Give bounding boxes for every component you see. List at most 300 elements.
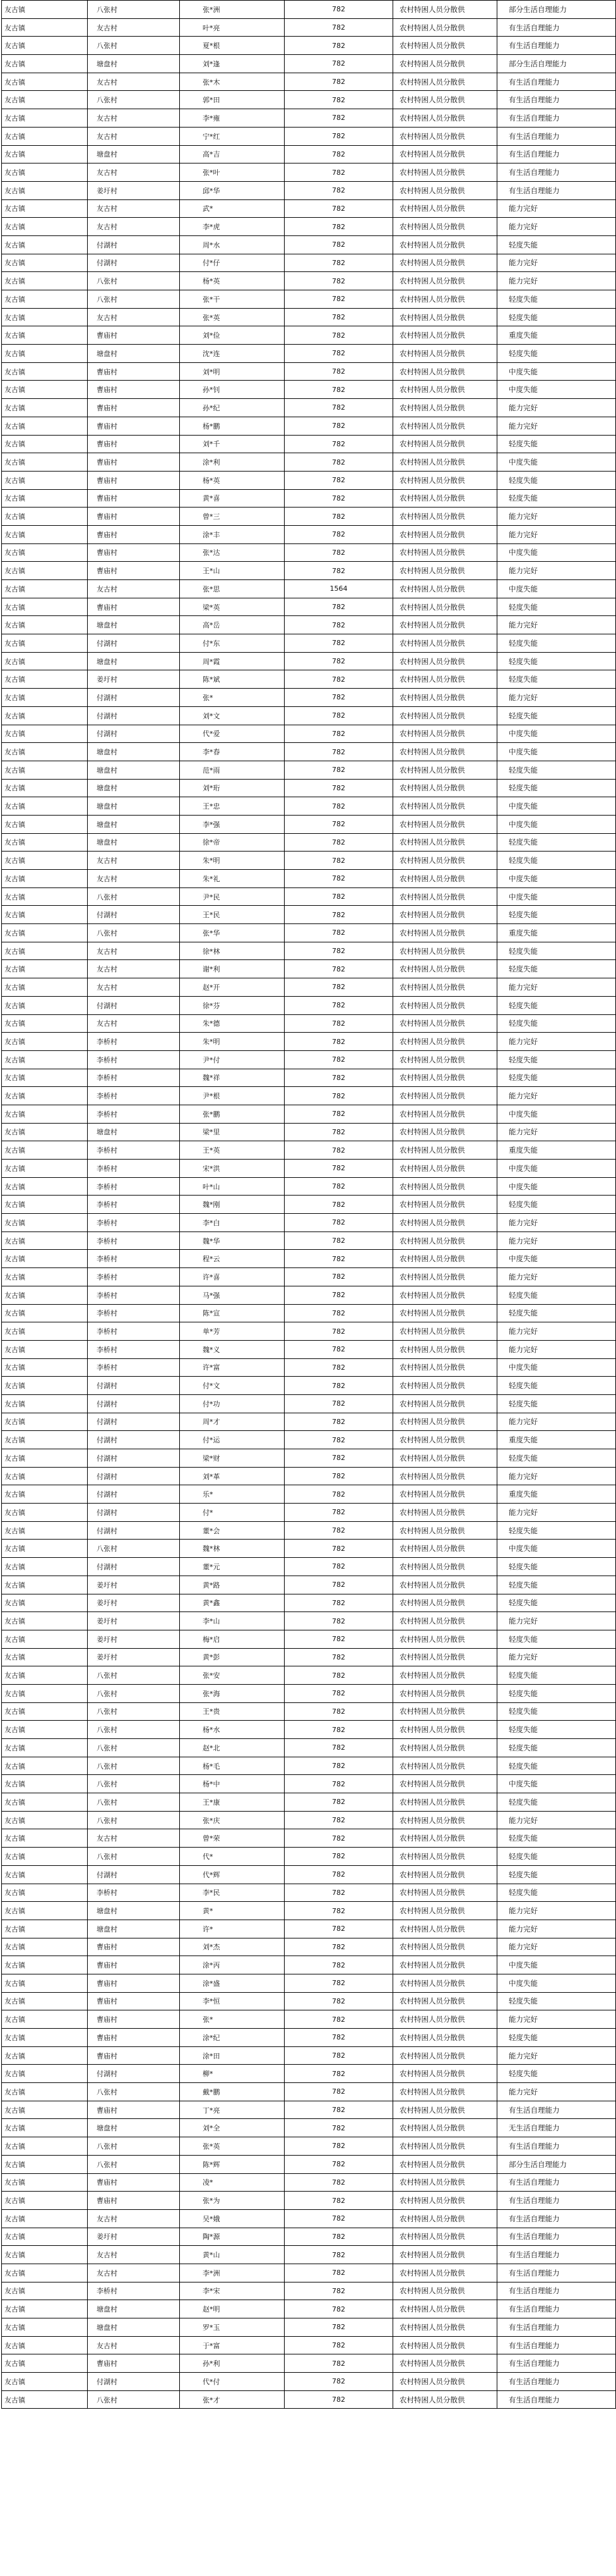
person-name-cell: 张*思 — [180, 580, 285, 598]
table-row — [2, 507, 616, 526]
town-cell: 友古镇 — [2, 978, 88, 997]
person-name-cell: 程*云 — [180, 1250, 285, 1268]
town-cell: 友古镇 — [2, 2083, 88, 2101]
person-name-cell: 周*霞 — [180, 652, 285, 670]
town-cell: 友古镇 — [2, 616, 88, 634]
amount-cell: 782 — [285, 1558, 393, 1576]
support-type-cell: 农村特困人员分散供 — [393, 218, 497, 236]
table-row — [2, 1431, 616, 1449]
person-name-cell: 黄*喜 — [180, 489, 285, 507]
village-cell: 八张村 — [88, 1702, 180, 1721]
village-cell: 曹庙村 — [88, 435, 180, 453]
self-care-level-cell: 中度失能 — [497, 1358, 616, 1377]
village-cell: 曹庙村 — [88, 381, 180, 399]
self-care-level-cell: 能力完好 — [497, 1340, 616, 1358]
table-row — [2, 1123, 616, 1141]
village-cell: 友古村 — [88, 199, 180, 218]
self-care-level-cell: 有生活自理能力 — [497, 127, 616, 145]
person-name-cell: 刘*逢 — [180, 55, 285, 73]
table-row — [2, 2101, 616, 2119]
amount-cell: 782 — [285, 145, 393, 163]
village-cell: 付湖村 — [88, 706, 180, 725]
self-care-level-cell: 轻度失能 — [497, 1286, 616, 1304]
amount-cell: 782 — [285, 2282, 393, 2300]
table-row — [2, 1504, 616, 1522]
amount-cell: 782 — [285, 1504, 393, 1522]
amount-cell: 782 — [285, 815, 393, 833]
person-name-cell: 涂*纪 — [180, 2029, 285, 2047]
village-cell: 塘盘村 — [88, 815, 180, 833]
self-care-level-cell: 轻度失能 — [497, 634, 616, 653]
support-type-cell: 农村特困人员分散供 — [393, 362, 497, 381]
village-cell: 友古村 — [88, 109, 180, 128]
table-row — [2, 1141, 616, 1160]
self-care-level-cell: 中度失能 — [497, 815, 616, 833]
amount-cell: 782 — [285, 779, 393, 797]
table-row — [2, 689, 616, 707]
town-cell: 友古镇 — [2, 272, 88, 290]
support-type-cell: 农村特困人员分散供 — [393, 1974, 497, 1992]
self-care-level-cell: 能力完好 — [497, 1123, 616, 1141]
town-cell: 友古镇 — [2, 1014, 88, 1033]
village-cell: 八张村 — [88, 1684, 180, 1702]
amount-cell: 782 — [285, 1322, 393, 1341]
support-type-cell: 农村特困人员分散供 — [393, 1848, 497, 1866]
support-type-cell: 农村特困人员分散供 — [393, 1630, 497, 1648]
self-care-level-cell: 轻度失能 — [497, 1848, 616, 1866]
amount-cell: 782 — [285, 1684, 393, 1702]
amount-cell: 782 — [285, 1630, 393, 1648]
self-care-level-cell: 轻度失能 — [497, 1884, 616, 1902]
support-type-cell: 农村特困人员分散供 — [393, 2173, 497, 2192]
village-cell: 塘盘村 — [88, 55, 180, 73]
support-type-cell: 农村特困人员分散供 — [393, 1594, 497, 1612]
person-name-cell: 王*忠 — [180, 797, 285, 816]
amount-cell: 782 — [285, 1105, 393, 1123]
support-type-cell: 农村特困人员分散供 — [393, 1214, 497, 1232]
self-care-level-cell: 能力完好 — [497, 1033, 616, 1051]
person-name-cell: 张*海 — [180, 1684, 285, 1702]
amount-cell: 782 — [285, 1739, 393, 1757]
self-care-level-cell: 轻度失能 — [497, 345, 616, 363]
self-care-level-cell: 有生活自理能力 — [497, 2101, 616, 2119]
town-cell: 友古镇 — [2, 218, 88, 236]
support-type-cell: 农村特困人员分散供 — [393, 689, 497, 707]
table-row — [2, 670, 616, 689]
town-cell: 友古镇 — [2, 1286, 88, 1304]
town-cell: 友古镇 — [2, 815, 88, 833]
support-type-cell: 农村特困人员分散供 — [393, 1902, 497, 1920]
table-row — [2, 1702, 616, 1721]
amount-cell: 782 — [285, 2192, 393, 2210]
support-type-cell: 农村特困人员分散供 — [393, 345, 497, 363]
support-type-cell: 农村特困人员分散供 — [393, 471, 497, 489]
table-row — [2, 181, 616, 199]
amount-cell: 782 — [285, 235, 393, 254]
person-name-cell: 孙*钊 — [180, 381, 285, 399]
village-cell: 付湖村 — [88, 996, 180, 1014]
town-cell: 友古镇 — [2, 833, 88, 852]
person-name-cell: 陈*宣 — [180, 1304, 285, 1322]
support-type-cell: 农村特困人员分散供 — [393, 2246, 497, 2264]
amount-cell: 782 — [285, 1160, 393, 1178]
self-care-level-cell: 重度失能 — [497, 1141, 616, 1160]
support-type-cell: 农村特困人员分散供 — [393, 1739, 497, 1757]
support-type-cell: 农村特困人员分散供 — [393, 145, 497, 163]
amount-cell: 782 — [285, 1286, 393, 1304]
person-name-cell: 黄*山 — [180, 2246, 285, 2264]
self-care-level-cell: 能力完好 — [497, 1938, 616, 1956]
person-name-cell: 张*才 — [180, 2390, 285, 2409]
support-type-cell: 农村特困人员分散供 — [393, 290, 497, 309]
person-name-cell: 杨*英 — [180, 272, 285, 290]
village-cell: 塘盘村 — [88, 833, 180, 852]
support-type-cell: 农村特困人员分散供 — [393, 634, 497, 653]
self-care-level-cell: 中度失能 — [497, 1160, 616, 1178]
support-type-cell: 农村特困人员分散供 — [393, 1485, 497, 1504]
self-care-level-cell: 轻度失能 — [497, 652, 616, 670]
amount-cell: 782 — [285, 652, 393, 670]
person-name-cell: 李*雍 — [180, 109, 285, 128]
table-row — [2, 2065, 616, 2083]
village-cell: 姜圩村 — [88, 181, 180, 199]
self-care-level-cell: 中度失能 — [497, 1177, 616, 1196]
self-care-level-cell: 中度失能 — [497, 381, 616, 399]
amount-cell: 782 — [285, 163, 393, 182]
support-type-cell: 农村特困人员分散供 — [393, 1884, 497, 1902]
person-name-cell: 梁*财 — [180, 1449, 285, 1468]
person-name-cell: 范*雨 — [180, 761, 285, 779]
village-cell: 付湖村 — [88, 1865, 180, 1884]
support-type-cell: 农村特困人员分散供 — [393, 254, 497, 272]
self-care-level-cell: 能力完好 — [497, 1322, 616, 1341]
village-cell: 姜圩村 — [88, 1648, 180, 1666]
support-type-cell: 农村特困人员分散供 — [393, 960, 497, 978]
support-type-cell: 农村特困人员分散供 — [393, 1431, 497, 1449]
support-type-cell: 农村特困人员分散供 — [393, 1413, 497, 1431]
village-cell: 李桥村 — [88, 1268, 180, 1286]
support-type-cell: 农村特困人员分散供 — [393, 1105, 497, 1123]
support-type-cell: 农村特困人员分散供 — [393, 1014, 497, 1033]
amount-cell: 782 — [285, 1467, 393, 1485]
person-name-cell: 杨*鹏 — [180, 417, 285, 435]
town-cell: 友古镇 — [2, 1431, 88, 1449]
self-care-level-cell: 中度失能 — [497, 887, 616, 906]
town-cell: 友古镇 — [2, 543, 88, 562]
town-cell: 友古镇 — [2, 1485, 88, 1504]
amount-cell: 782 — [285, 1920, 393, 1938]
table-row — [2, 272, 616, 290]
table-row — [2, 308, 616, 326]
support-type-cell: 农村特困人员分散供 — [393, 2264, 497, 2282]
amount-cell: 782 — [285, 181, 393, 199]
village-cell: 八张村 — [88, 1721, 180, 1739]
table-row — [2, 1521, 616, 1540]
village-cell: 塘盘村 — [88, 761, 180, 779]
table-row — [2, 2354, 616, 2373]
town-cell: 友古镇 — [2, 1558, 88, 1576]
support-type-cell: 农村特困人员分散供 — [393, 1956, 497, 1974]
village-cell: 八张村 — [88, 1775, 180, 1793]
self-care-level-cell: 有生活自理能力 — [497, 2173, 616, 2192]
support-type-cell: 农村特困人员分散供 — [393, 996, 497, 1014]
town-cell: 友古镇 — [2, 1232, 88, 1250]
self-care-level-cell: 中度失能 — [497, 580, 616, 598]
town-cell: 友古镇 — [2, 1160, 88, 1178]
town-cell: 友古镇 — [2, 2010, 88, 2029]
self-care-level-cell: 能力完好 — [497, 199, 616, 218]
self-care-level-cell: 有生活自理能力 — [497, 109, 616, 128]
amount-cell: 782 — [285, 1232, 393, 1250]
town-cell: 友古镇 — [2, 2101, 88, 2119]
person-name-cell: 王*贵 — [180, 1702, 285, 1721]
village-cell: 友古村 — [88, 73, 180, 91]
town-cell: 友古镇 — [2, 580, 88, 598]
person-name-cell: 许* — [180, 1920, 285, 1938]
town-cell: 友古镇 — [2, 1304, 88, 1322]
town-cell: 友古镇 — [2, 761, 88, 779]
person-name-cell: 李*民 — [180, 1884, 285, 1902]
town-cell: 友古镇 — [2, 797, 88, 816]
amount-cell: 782 — [285, 489, 393, 507]
person-name-cell: 丁*亮 — [180, 2101, 285, 2119]
town-cell: 友古镇 — [2, 1087, 88, 1105]
town-cell: 友古镇 — [2, 507, 88, 526]
support-type-cell: 农村特困人员分散供 — [393, 670, 497, 689]
table-row — [2, 254, 616, 272]
person-name-cell: 许*喜 — [180, 1268, 285, 1286]
person-name-cell: 曾*三 — [180, 507, 285, 526]
amount-cell: 782 — [285, 2155, 393, 2173]
table-row — [2, 906, 616, 924]
support-type-cell: 农村特困人员分散供 — [393, 1160, 497, 1178]
person-name-cell: 周*才 — [180, 1413, 285, 1431]
self-care-level-cell: 轻度失能 — [497, 1069, 616, 1087]
amount-cell: 782 — [285, 996, 393, 1014]
self-care-level-cell: 轻度失能 — [497, 1666, 616, 1685]
support-type-cell: 农村特困人员分散供 — [393, 815, 497, 833]
village-cell: 李桥村 — [88, 1358, 180, 1377]
person-name-cell: 杨*英 — [180, 471, 285, 489]
amount-cell: 782 — [285, 689, 393, 707]
town-cell: 友古镇 — [2, 1684, 88, 1702]
self-care-level-cell: 轻度失能 — [497, 290, 616, 309]
support-type-cell: 农村特困人员分散供 — [393, 1992, 497, 2010]
support-type-cell: 农村特困人员分散供 — [393, 1394, 497, 1413]
table-row — [2, 652, 616, 670]
self-care-level-cell: 有生活自理能力 — [497, 2300, 616, 2318]
town-cell: 友古镇 — [2, 942, 88, 960]
town-cell: 友古镇 — [2, 1268, 88, 1286]
village-cell: 付湖村 — [88, 906, 180, 924]
support-type-cell: 农村特困人员分散供 — [393, 1358, 497, 1377]
village-cell: 曹庙村 — [88, 489, 180, 507]
town-cell: 友古镇 — [2, 887, 88, 906]
amount-cell: 782 — [285, 417, 393, 435]
self-care-level-cell: 轻度失能 — [497, 833, 616, 852]
person-name-cell: 魏*刚 — [180, 1196, 285, 1214]
person-name-cell: 周*水 — [180, 235, 285, 254]
support-type-cell: 农村特困人员分散供 — [393, 598, 497, 616]
self-care-level-cell: 能力完好 — [497, 1087, 616, 1105]
amount-cell: 782 — [285, 453, 393, 472]
town-cell: 友古镇 — [2, 1811, 88, 1829]
table-row — [2, 2300, 616, 2318]
support-type-cell: 农村特困人员分散供 — [393, 2228, 497, 2246]
village-cell: 姜圩村 — [88, 1630, 180, 1648]
village-cell: 付湖村 — [88, 2373, 180, 2391]
amount-cell: 782 — [285, 906, 393, 924]
village-cell: 曹庙村 — [88, 399, 180, 417]
person-name-cell: 涂*利 — [180, 453, 285, 472]
town-cell: 友古镇 — [2, 2119, 88, 2137]
amount-cell: 782 — [285, 2083, 393, 2101]
town-cell: 友古镇 — [2, 1902, 88, 1920]
table-row — [2, 1739, 616, 1757]
support-type-cell: 农村特困人员分散供 — [393, 2282, 497, 2300]
support-type-cell: 农村特困人员分散供 — [393, 435, 497, 453]
village-cell: 姜圩村 — [88, 1612, 180, 1630]
table-row — [2, 887, 616, 906]
support-type-cell: 农村特困人员分散供 — [393, 381, 497, 399]
table-row — [2, 1232, 616, 1250]
support-type-cell: 农村特困人员分散供 — [393, 2354, 497, 2373]
village-cell: 友古村 — [88, 308, 180, 326]
support-type-cell: 农村特困人员分散供 — [393, 2300, 497, 2318]
person-name-cell: 赵*北 — [180, 1739, 285, 1757]
town-cell: 友古镇 — [2, 435, 88, 453]
person-name-cell: 谢*利 — [180, 960, 285, 978]
support-type-cell: 农村特困人员分散供 — [393, 2119, 497, 2137]
person-name-cell: 付*东 — [180, 634, 285, 653]
self-care-level-cell: 轻度失能 — [497, 852, 616, 870]
person-name-cell: 李*山 — [180, 1612, 285, 1630]
table-row — [2, 924, 616, 942]
person-name-cell: 邱*华 — [180, 181, 285, 199]
person-name-cell: 李*宋 — [180, 2282, 285, 2300]
table-row — [2, 1033, 616, 1051]
village-cell: 八张村 — [88, 2083, 180, 2101]
person-name-cell: 张*木 — [180, 73, 285, 91]
village-cell: 李桥村 — [88, 1304, 180, 1322]
amount-cell: 782 — [285, 272, 393, 290]
amount-cell: 782 — [285, 1250, 393, 1268]
self-care-level-cell: 中度失能 — [497, 1974, 616, 1992]
table-row — [2, 1576, 616, 1594]
village-cell: 曹庙村 — [88, 453, 180, 472]
person-name-cell: 张*英 — [180, 308, 285, 326]
self-care-level-cell: 能力完好 — [497, 507, 616, 526]
town-cell: 友古镇 — [2, 1504, 88, 1522]
village-cell: 曹庙村 — [88, 1992, 180, 2010]
self-care-level-cell: 有生活自理能力 — [497, 91, 616, 109]
amount-cell: 782 — [285, 2029, 393, 2047]
person-name-cell: 李*虎 — [180, 218, 285, 236]
village-cell: 塘盘村 — [88, 797, 180, 816]
self-care-level-cell: 中度失能 — [497, 453, 616, 472]
village-cell: 李桥村 — [88, 1250, 180, 1268]
self-care-level-cell: 轻度失能 — [497, 1865, 616, 1884]
support-type-cell: 农村特困人员分散供 — [393, 453, 497, 472]
village-cell: 曹庙村 — [88, 326, 180, 345]
person-name-cell: 刘*明 — [180, 362, 285, 381]
table-row — [2, 2246, 616, 2264]
support-type-cell: 农村特困人员分散供 — [393, 1540, 497, 1558]
person-name-cell: 张*为 — [180, 2192, 285, 2210]
town-cell: 友古镇 — [2, 2155, 88, 2173]
table-row — [2, 381, 616, 399]
table-row — [2, 1974, 616, 1992]
table-row — [2, 2373, 616, 2391]
person-name-cell: 徐*帝 — [180, 833, 285, 852]
amount-cell: 782 — [285, 852, 393, 870]
amount-cell: 782 — [285, 507, 393, 526]
person-name-cell: 代* — [180, 1848, 285, 1866]
table-row — [2, 1865, 616, 1884]
person-name-cell: 朱*礼 — [180, 870, 285, 888]
village-cell: 曹庙村 — [88, 1974, 180, 1992]
town-cell: 友古镇 — [2, 471, 88, 489]
person-name-cell: 孙*纪 — [180, 399, 285, 417]
village-cell: 付湖村 — [88, 1413, 180, 1431]
table-row — [2, 1938, 616, 1956]
self-care-level-cell: 轻度失能 — [497, 2065, 616, 2083]
support-type-cell: 农村特困人员分散供 — [393, 2318, 497, 2337]
town-cell: 友古镇 — [2, 1938, 88, 1956]
person-name-cell: 刘*文 — [180, 706, 285, 725]
self-care-level-cell: 轻度失能 — [497, 1829, 616, 1848]
table-row — [2, 199, 616, 218]
table-body — [2, 1, 616, 2409]
table-row — [2, 1648, 616, 1666]
support-type-cell: 农村特困人员分散供 — [393, 562, 497, 580]
self-care-level-cell: 能力完好 — [497, 1504, 616, 1522]
support-type-cell: 农村特困人员分散供 — [393, 1286, 497, 1304]
town-cell: 友古镇 — [2, 1775, 88, 1793]
village-cell: 塘盘村 — [88, 1902, 180, 1920]
amount-cell: 782 — [285, 725, 393, 743]
support-type-cell: 农村特困人员分散供 — [393, 18, 497, 37]
amount-cell: 782 — [285, 2373, 393, 2391]
support-type-cell: 农村特困人员分散供 — [393, 489, 497, 507]
table-row — [2, 960, 616, 978]
village-cell: 友古村 — [88, 163, 180, 182]
village-cell: 塘盘村 — [88, 779, 180, 797]
person-name-cell: 武* — [180, 199, 285, 218]
amount-cell: 782 — [285, 2264, 393, 2282]
support-type-cell: 农村特困人员分散供 — [393, 1757, 497, 1775]
support-type-cell: 农村特困人员分散供 — [393, 1304, 497, 1322]
village-cell: 李桥村 — [88, 1286, 180, 1304]
table-row — [2, 399, 616, 417]
self-care-level-cell: 能力完好 — [497, 1268, 616, 1286]
self-care-level-cell: 轻度失能 — [497, 435, 616, 453]
person-name-cell: 叶*山 — [180, 1177, 285, 1196]
town-cell: 友古镇 — [2, 1757, 88, 1775]
amount-cell: 782 — [285, 1811, 393, 1829]
support-type-cell: 农村特困人员分散供 — [393, 181, 497, 199]
person-name-cell: 刘*俭 — [180, 326, 285, 345]
support-type-cell: 农村特困人员分散供 — [393, 1612, 497, 1630]
town-cell: 友古镇 — [2, 598, 88, 616]
table-row — [2, 1286, 616, 1304]
amount-cell: 782 — [285, 670, 393, 689]
village-cell: 八张村 — [88, 1848, 180, 1866]
person-name-cell: 徐*芬 — [180, 996, 285, 1014]
village-cell: 友古村 — [88, 2336, 180, 2354]
town-cell: 友古镇 — [2, 1648, 88, 1666]
self-care-level-cell: 轻度失能 — [497, 1521, 616, 1540]
